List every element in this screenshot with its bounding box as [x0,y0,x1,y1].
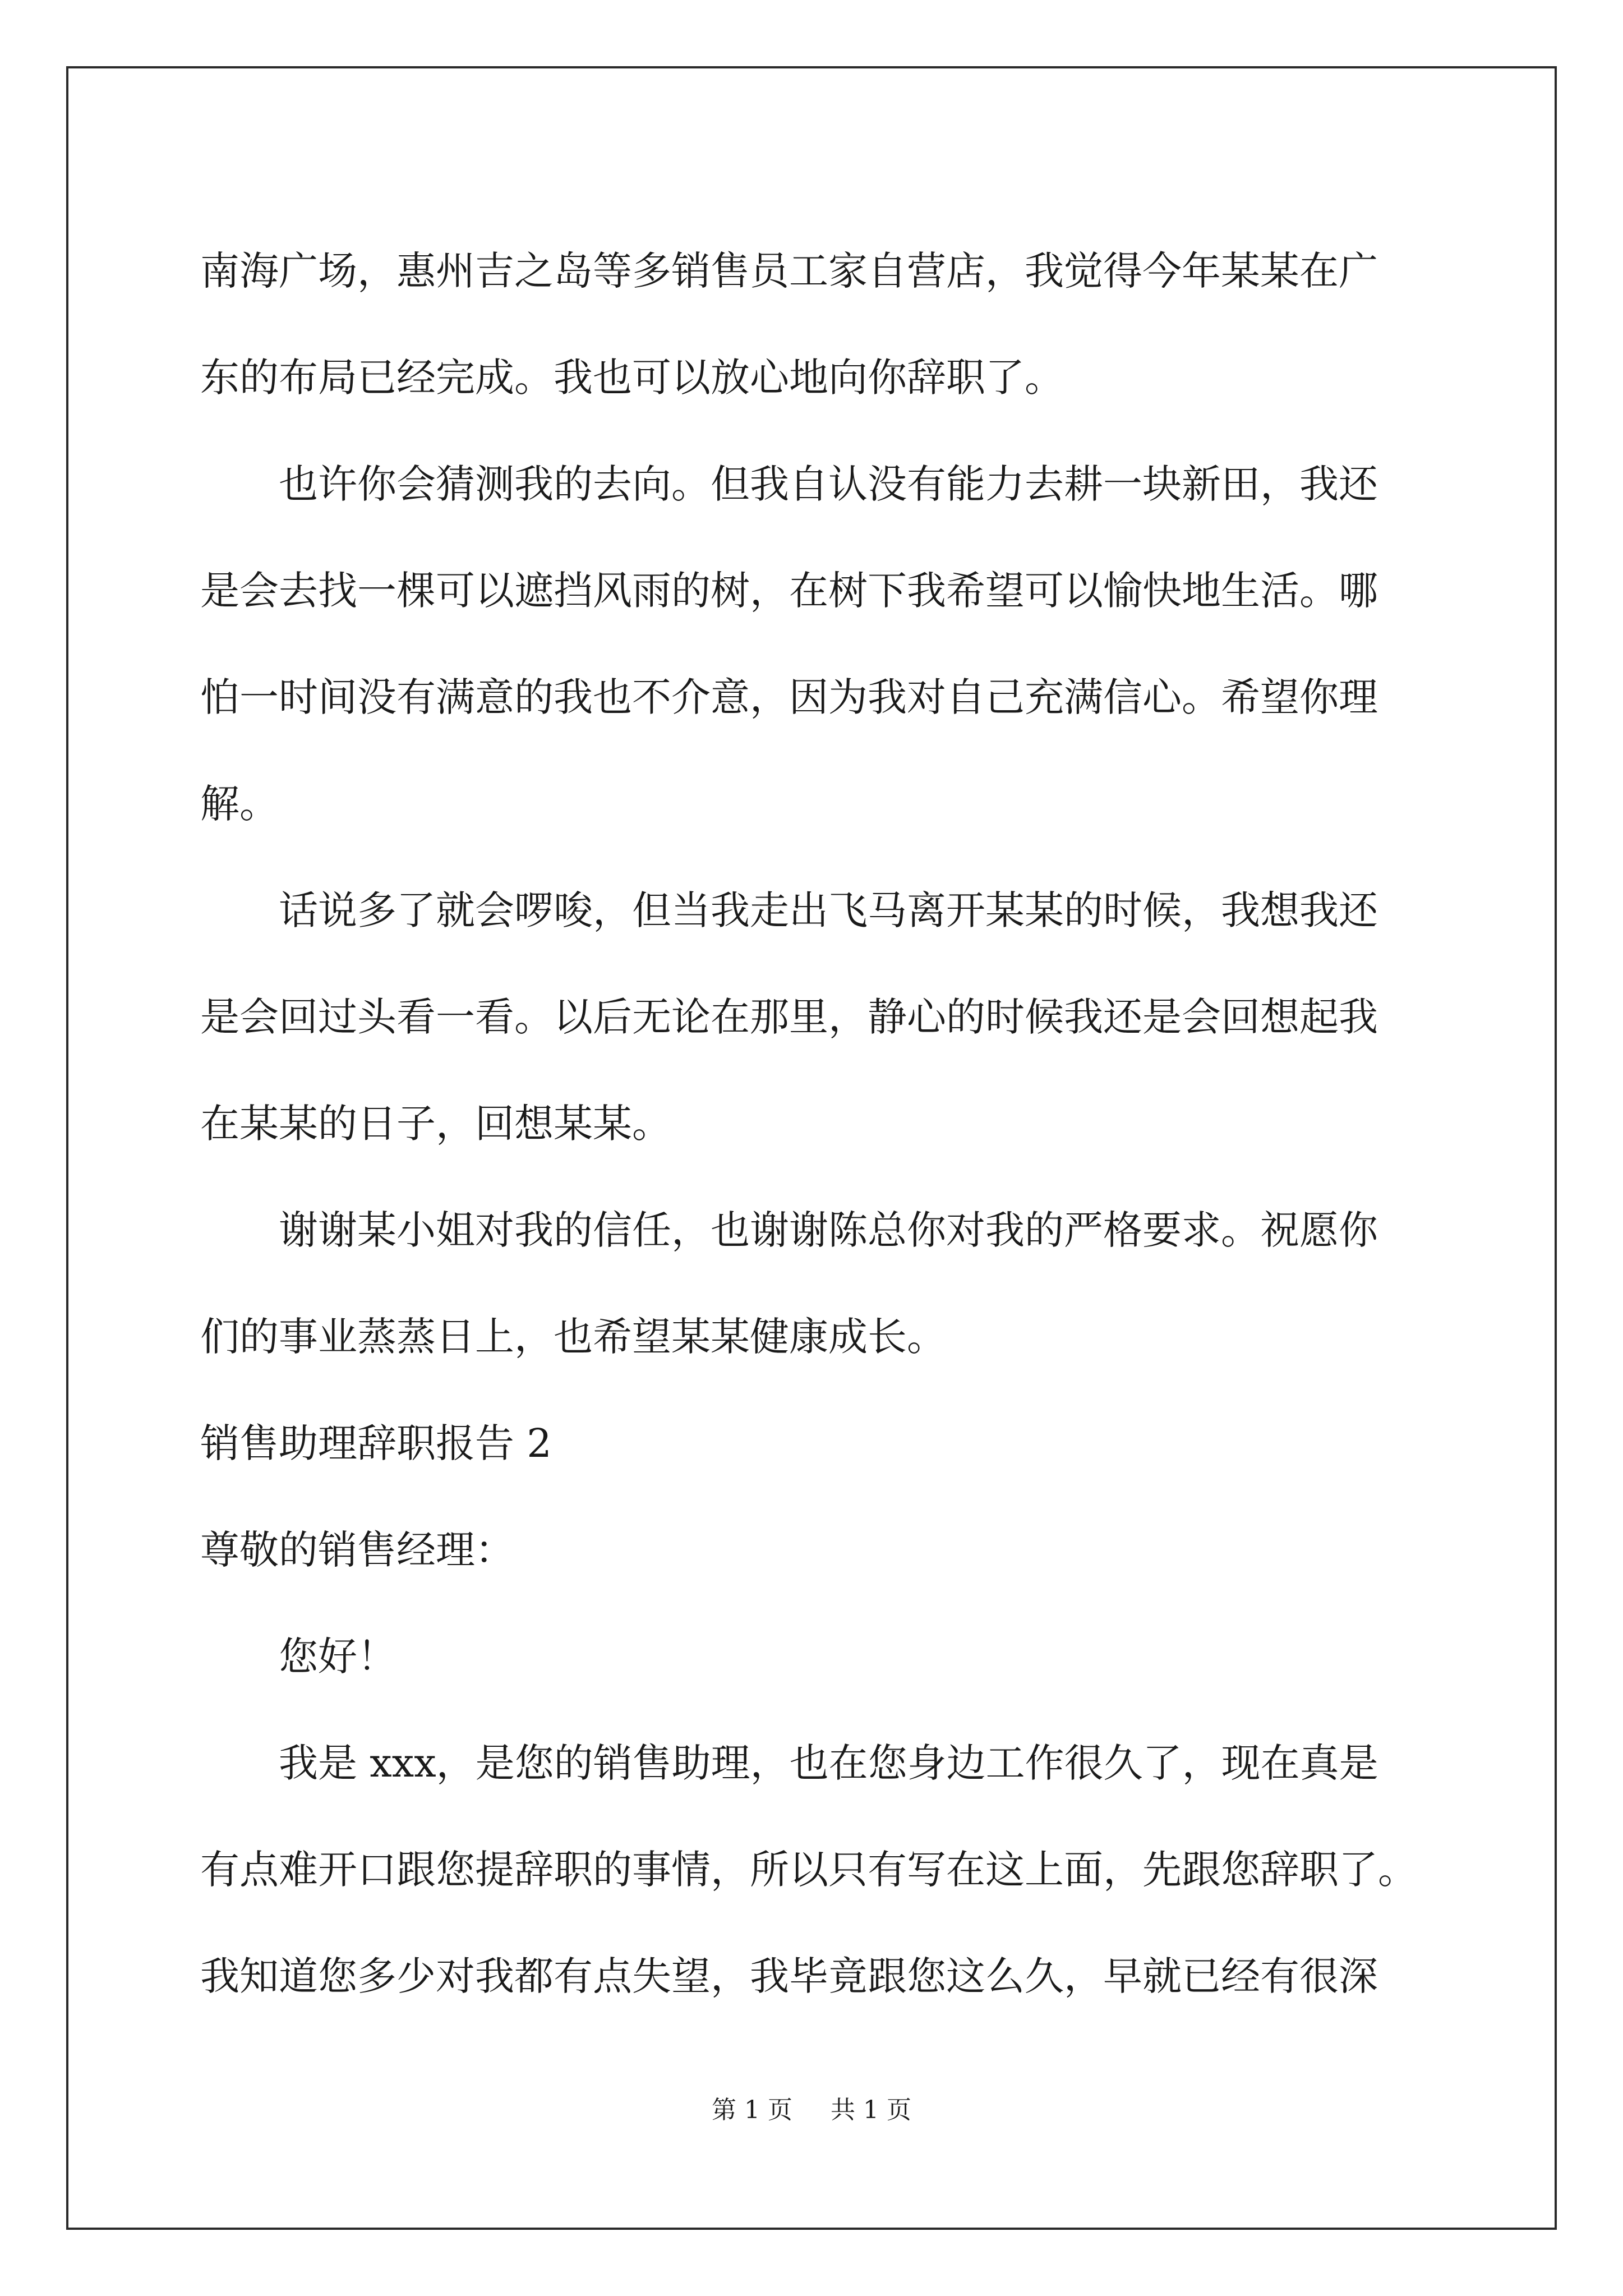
page-footer [0,2093,1623,2127]
document-body [200,218,1454,2030]
paragraph-line: 是会去找一棵可以遮挡风雨的树，在树下我希望可以愉快地生活。哪 [200,568,1378,614]
paragraph-line: 在某某的日子，回想某某。 [200,1101,671,1147]
salutation: 尊敬的销售经理： [200,1527,514,1573]
paragraph-line: 东的布局已经完成。我也可以放心地向你辞职了。 [200,355,1064,401]
paragraph-line: 怕一时间没有满意的我也不介意，因为我对自己充满信心。希望你理 [200,674,1378,720]
paragraph-line: 南海广场，惠州吉之岛等多销售员工家自营店，我觉得今年某某在广 [200,248,1378,294]
paragraph-line: 是会回过头看一看。以后无论在那里，静心的时候我还是会回想起我 [200,994,1378,1040]
page-count: 共 1 页 [831,2096,911,2124]
paragraph-line: 解。 [200,781,279,827]
paragraph-line: 话说多了就会啰唆，但当我走出飞马离开某某的时候，我想我还 [279,887,1378,933]
paragraph-line: 们的事业蒸蒸日上，也希望某某健康成长。 [200,1314,946,1360]
page-number: 第 1 页 [712,2096,792,2124]
paragraph-line: 谢谢某小姐对我的信任，也谢谢陈总你对我的严格要求。祝愿你 [279,1207,1378,1253]
section-heading: 销售助理辞职报告 2 [200,1420,552,1466]
paragraph-line: 也许你会猜测我的去向。但我自认没有能力去耕一块新田，我还 [279,461,1378,507]
paragraph-line: 我是 xxx，是您的销售助理，也在您身边工作很久了，现在真是 [279,1740,1378,1786]
paragraph-line: 有点难开口跟您提辞职的事情，所以只有写在这上面，先跟您辞职了。 [200,1847,1417,1893]
greeting: 您好！ [279,1634,396,1680]
paragraph-line: 我知道您多少对我都有点失望，我毕竟跟您这么久，早就已经有很深 [200,1953,1378,1999]
